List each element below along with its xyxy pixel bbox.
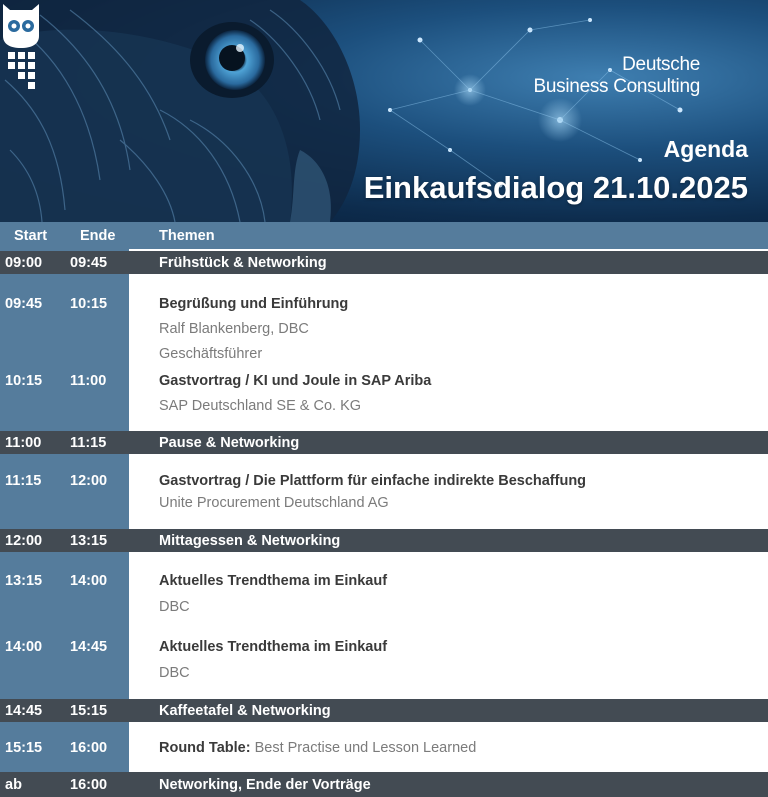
topic: Pause & Networking <box>159 435 300 451</box>
agenda-break-row <box>0 529 768 552</box>
agenda-label: Agenda <box>663 136 748 162</box>
agenda-break-row <box>0 431 768 454</box>
header-banner <box>0 0 768 222</box>
agenda-session-row <box>0 274 768 365</box>
column-header-end: Ende <box>80 228 116 244</box>
agenda-session-row <box>0 454 768 529</box>
agenda-break-row <box>0 772 768 797</box>
topic: Gastvortrag / Die Plattform für einfache indirekte Beschaffung <box>159 473 587 489</box>
start-time: 15:15 <box>5 740 43 756</box>
topic: Networking, Ende der Vorträge <box>159 777 371 793</box>
agenda-session-row <box>0 722 768 772</box>
end-time: 09:45 <box>70 255 108 271</box>
brand-name <box>534 54 700 98</box>
end-time: 12:00 <box>70 473 108 489</box>
end-time: 16:00 <box>70 740 108 756</box>
topic-detail: Best Practise und Lesson Learned <box>250 740 477 756</box>
topic: Kaffeetafel & Networking <box>159 703 331 719</box>
start-time: 09:45 <box>5 296 43 312</box>
agenda-break-row <box>0 699 768 722</box>
agenda-session-row <box>0 552 768 622</box>
start-time: 09:00 <box>5 255 43 271</box>
column-header-start: Start <box>14 228 48 244</box>
start-time: 14:00 <box>5 639 43 655</box>
end-time: 15:15 <box>70 703 108 719</box>
topic: Begrüßung und Einführung <box>159 296 349 312</box>
start-time: 12:00 <box>5 533 43 549</box>
speaker: Ralf Blankenberg, DBC <box>159 321 309 337</box>
start-time: 10:15 <box>5 373 43 389</box>
agenda-session-row <box>0 622 768 698</box>
start-time: 13:15 <box>5 573 43 589</box>
column-header-topics: Themen <box>159 228 215 244</box>
agenda-break-row <box>0 251 768 274</box>
start-time: 11:15 <box>5 473 42 489</box>
end-time: 14:45 <box>70 639 108 655</box>
start-time: 11:00 <box>5 435 42 451</box>
topic-label: Round Table: <box>159 740 251 756</box>
end-time: 11:00 <box>70 373 107 389</box>
end-time: 16:00 <box>70 777 108 793</box>
speaker: Unite Procurement Deutschland AG <box>159 495 389 511</box>
brand-line-1: Deutsche <box>622 54 700 75</box>
speaker: DBC <box>159 599 190 615</box>
page-title: Einkaufsdialog 21.10.2025 <box>363 170 748 205</box>
topic: Frühstück & Networking <box>159 255 327 271</box>
topic: Gastvortrag / KI und Joule in SAP Ariba <box>159 373 432 389</box>
dbc-logo-icon <box>0 0 42 96</box>
end-time: 11:15 <box>70 435 107 451</box>
topic <box>159 740 476 756</box>
topic: Aktuelles Trendthema im Einkauf <box>159 639 388 655</box>
table-header <box>0 222 768 249</box>
end-time: 13:15 <box>70 533 108 549</box>
topic: Aktuelles Trendthema im Einkauf <box>159 573 388 589</box>
topic: Mittagessen & Networking <box>159 533 341 549</box>
speaker: SAP Deutschland SE & Co. KG <box>159 398 362 414</box>
brand-line-2: Business Consulting <box>533 76 700 97</box>
end-time: 14:00 <box>70 573 108 589</box>
end-time: 10:15 <box>70 296 108 312</box>
speaker: DBC <box>159 665 190 681</box>
speaker-role: Geschäftsführer <box>159 346 263 362</box>
start-time: 14:45 <box>5 703 43 719</box>
start-time: ab <box>5 777 22 793</box>
agenda-session-row <box>0 365 768 431</box>
